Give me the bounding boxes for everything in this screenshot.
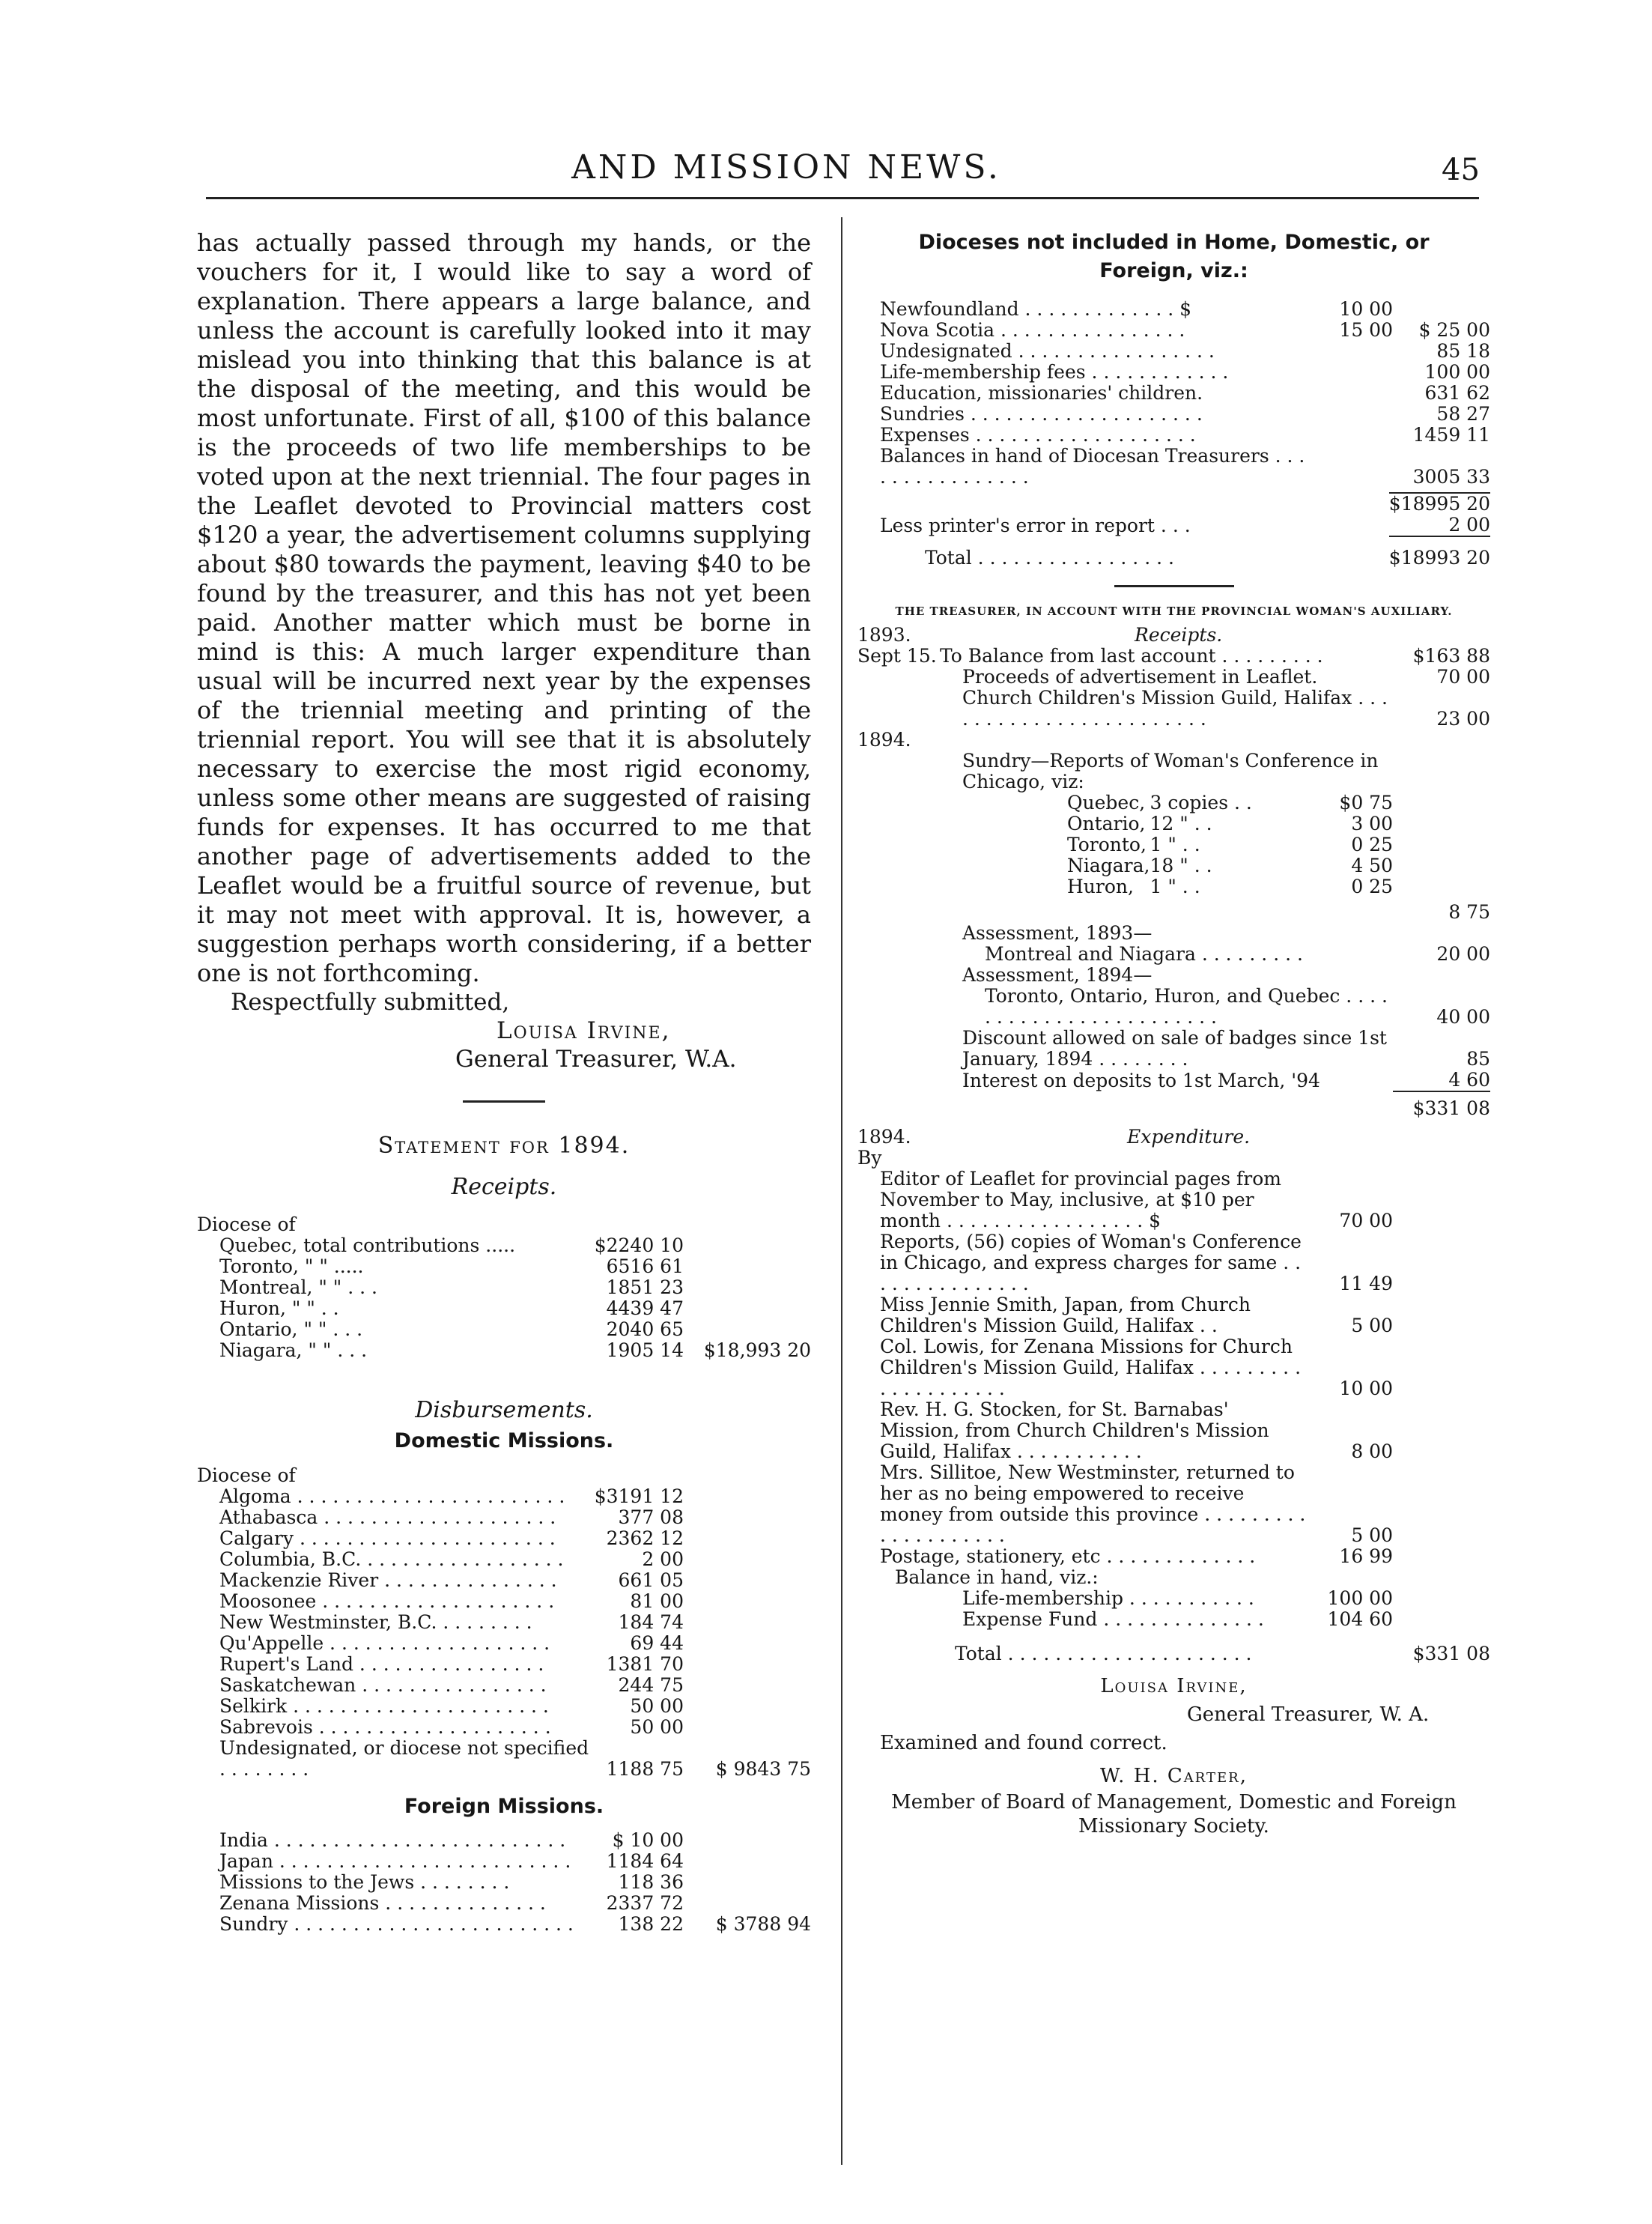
ledger-row xyxy=(857,341,1490,362)
row-label: Postage, stationery, etc . . . . . . . . . . . . . xyxy=(880,1545,1256,1567)
copies-spacer xyxy=(1393,793,1490,813)
subtotal: $18995 20 xyxy=(1388,493,1490,515)
row-total xyxy=(684,1851,811,1872)
row-label: Miss Jennie Smith, Japan, from Church Children's Mission Guild, Halifax . . xyxy=(880,1294,1251,1336)
ledger-row xyxy=(197,1319,811,1340)
row-label: Balances in hand of Diocesan Treasurers . . . . . . . . . . . . . . . . xyxy=(880,445,1305,488)
row-label: Sabrevois . . . . . . . . . . . . . . . . . . . . xyxy=(219,1716,551,1738)
ledger-row xyxy=(197,1914,811,1935)
copies-total: 8 75 xyxy=(1448,901,1490,923)
row-label: Expenses . . . . . . . . . . . . . . . . . . . xyxy=(880,424,1196,446)
row-label: Algoma . . . . . . . . . . . . . . . . . . . . . . . xyxy=(219,1485,565,1507)
row-amount: 5 00 xyxy=(1351,1524,1393,1546)
row-amount: $2240 10 xyxy=(594,1234,684,1256)
header-rule xyxy=(206,197,1479,199)
ledger-row xyxy=(857,1294,1490,1336)
ledger-row xyxy=(197,1675,811,1696)
ledger-row xyxy=(857,404,1490,425)
ledger-row xyxy=(197,1507,811,1528)
expenditure-table xyxy=(857,1169,1490,1567)
expenditure-header xyxy=(857,1127,1490,1169)
row-amount xyxy=(1311,341,1393,362)
row-total xyxy=(684,1633,811,1654)
dioceses-heading: Dioceses not included in Home, Domestic, or Foreign, viz.: xyxy=(918,231,1430,282)
row-amount: $ 10 00 xyxy=(612,1829,684,1851)
exp-year: 1894. xyxy=(857,1126,911,1148)
row-label: Sundry . . . . . . . . . . . . . . . . . . . . . . . . xyxy=(219,1913,574,1935)
left-column xyxy=(197,228,811,1935)
row-amount: 138 22 xyxy=(618,1913,684,1935)
section-rule xyxy=(1114,585,1234,587)
exp-total-label: Total . . . . . . . . . . . . . . . . . . . . . xyxy=(955,1643,1252,1664)
advert-label: Proceeds of advertisement in Leaflet. xyxy=(962,666,1318,688)
section-rule xyxy=(463,1100,545,1103)
row-label: Montreal, " " . . . xyxy=(219,1276,377,1298)
expenditure-heading: Expenditure. xyxy=(1127,1126,1251,1148)
guild-label: Church Children's Mission Guild, Halifax . . . . . . . . . . . . . . . . . . . . . . . . xyxy=(962,687,1388,730)
row-total xyxy=(684,1654,811,1675)
row-label: Zenana Missions . . . . . . . . . . . . . . xyxy=(219,1892,546,1914)
row-label: Toronto, " " ..... xyxy=(219,1255,364,1277)
row-label: Undesignated . . . . . . . . . . . . . . . . . xyxy=(880,340,1215,362)
row-total xyxy=(1393,1294,1490,1336)
year-1894: 1894. xyxy=(857,729,911,751)
ledger-row xyxy=(197,1738,811,1780)
ledger-row xyxy=(197,1235,811,1256)
disbursements-heading: Disbursements. xyxy=(415,1397,593,1423)
row-label: Life-membership fees . . . . . . . . . . . . xyxy=(880,361,1229,383)
row-label: Saskatchewan . . . . . . . . . . . . . . . . xyxy=(219,1674,547,1696)
row-amount: 244 75 xyxy=(618,1674,684,1696)
row-amount: $3191 12 xyxy=(594,1485,684,1507)
assess93-amount: 20 00 xyxy=(1436,943,1490,965)
row-label: Missions to the Jews . . . . . . . . xyxy=(219,1871,510,1893)
assess93-label: Assessment, 1893— xyxy=(962,922,1153,944)
grand-total-row xyxy=(857,536,1490,569)
row-amount: 5 00 xyxy=(1351,1315,1393,1336)
row-amount: 15 00 xyxy=(1339,319,1393,341)
copies-amount: 0 25 xyxy=(1351,876,1393,897)
row-amount: 1188 75 xyxy=(606,1758,684,1780)
ledger-row xyxy=(857,320,1490,341)
ledger-row xyxy=(197,1654,811,1675)
copies-row xyxy=(857,855,1490,876)
row-total xyxy=(684,1675,811,1696)
copies-amount: 4 50 xyxy=(1351,855,1393,876)
balance-label: To Balance from last account . . . . . . . . . xyxy=(940,645,1323,667)
row-total xyxy=(684,1549,811,1570)
row-amount xyxy=(1311,362,1393,383)
right-column xyxy=(857,228,1490,1838)
account-heading: THE TREASURER, IN ACCOUNT WITH THE PROVINCIAL WOMAN'S AUXILIARY. xyxy=(895,605,1453,618)
life-amount: 100 00 xyxy=(1327,1587,1393,1609)
row-label: Selkirk . . . . . . . . . . . . . . . . . . . . . . xyxy=(219,1695,549,1717)
expense-fund-amount: 104 60 xyxy=(1327,1608,1393,1630)
ledger-row xyxy=(197,1570,811,1591)
copies-count: 12 " . . xyxy=(1150,813,1212,834)
row-amount: 10 00 xyxy=(1339,1378,1393,1399)
ledger-row xyxy=(197,1340,811,1361)
row-total: $ 25 00 xyxy=(1418,319,1490,341)
row-total: 3005 33 xyxy=(1412,466,1490,488)
exp-total: $331 08 xyxy=(1412,1643,1490,1664)
row-total xyxy=(684,1830,811,1851)
row-label: India . . . . . . . . . . . . . . . . . . . . . . . . . xyxy=(219,1829,566,1851)
ledger-row xyxy=(197,1549,811,1570)
assess94-detail: Toronto, Ontario, Huron, and Quebec . . . . . . . . . . . . . . . . . . . . . . . . xyxy=(985,985,1388,1028)
ledger-row xyxy=(197,1486,811,1507)
copies-place: Huron, xyxy=(1067,876,1134,897)
row-total xyxy=(684,1717,811,1738)
copies-spacer xyxy=(1393,855,1490,876)
ledger-row xyxy=(197,1612,811,1633)
domestic-table xyxy=(197,1486,811,1780)
ledger-row xyxy=(197,1528,811,1549)
ledger-row xyxy=(197,1830,811,1851)
guild-amount: 23 00 xyxy=(1436,708,1490,730)
right-signer-name: Louisa Irvine, xyxy=(1100,1675,1248,1697)
ledger-row xyxy=(197,1872,811,1893)
foreign-heading: Foreign Missions. xyxy=(404,1795,604,1818)
foreign-table xyxy=(197,1830,811,1935)
row-total xyxy=(1393,1462,1490,1546)
row-label: Columbia, B.C. . . . . . . . . . . . . . . . . . xyxy=(219,1548,564,1570)
printer-error-label: Less printer's error in report . . . xyxy=(880,515,1191,536)
right-signer-title: General Treasurer, W. A. xyxy=(1187,1703,1430,1726)
ledger-row xyxy=(857,1231,1490,1294)
interest-label: Interest on deposits to 1st March, '94 xyxy=(962,1070,1320,1091)
statement-title: Statement for 1894. xyxy=(377,1133,631,1159)
row-total xyxy=(1393,299,1490,320)
row-amount: 6516 61 xyxy=(606,1255,684,1277)
row-amount: 81 00 xyxy=(630,1590,684,1612)
row-label: Rev. H. G. Stocken, for St. Barnabas' Mission, from Church Children's Mission Guild, Halifax . . . . . . . . . . . xyxy=(880,1399,1269,1462)
signer-name: Louisa Irvine, xyxy=(496,1017,671,1044)
domestic-heading: Domestic Missions. xyxy=(394,1429,614,1452)
ledger-row xyxy=(197,1298,811,1319)
dioceses-table xyxy=(857,299,1490,488)
domestic-intro: Diocese of xyxy=(197,1464,296,1486)
row-amount: 1905 14 xyxy=(606,1339,684,1361)
row-label: Sundries . . . . . . . . . . . . . . . . . . . . xyxy=(880,403,1203,425)
row-label: New Westminster, B.C. . . . . . . . . xyxy=(219,1611,532,1633)
copies-spacer xyxy=(1393,876,1490,897)
copies-amount: 3 00 xyxy=(1351,813,1393,834)
copies-table xyxy=(857,793,1490,897)
ledger-row xyxy=(857,425,1490,446)
copies-row xyxy=(857,834,1490,855)
auditor-name: W. H. Carter, xyxy=(1099,1765,1248,1787)
row-total xyxy=(684,1319,811,1340)
row-total xyxy=(1393,1399,1490,1462)
row-label: Calgary . . . . . . . . . . . . . . . . . . . . . . xyxy=(219,1527,556,1549)
copies-count: 1 " . . xyxy=(1150,834,1200,855)
letter-paragraph: has actually passed through my hands, or the vouchers for it, I would like to say a word of explanation. There appears a large balance, and unless the account is carefully looked into it may mislead you into thinking that this balance is at the disposal of the meeting, and this would be most unfortunate. First of all, $100 of this balance is the proceeds of two life memberships to be voted upon at the next triennial. The four pages in the Leaflet devoted to Provincial matters cost $120 a year, the advertisement columns supplying about $80 towards the payment, leaving $40 to be found by the treasurer, and this has not yet been paid. Another matter which must be borne in mind is this: A much larger expenditure than usual will be incurred next year by the expenses of the triennial meeting and printing of the triennial report. You will see that it is absolutely necessary to exercise the most rigid economy, unless some other means are suggested of raising funds for expenses. It has occurred to me that another page of advertisements added to the Leaflet would be a fruitful source of revenue, but it may not meet with approval. It is, however, a suggestion perhaps worth considering, if a better one is not forthcoming. xyxy=(197,228,811,987)
copies-row xyxy=(857,793,1490,813)
row-label: Education, missionaries' children. xyxy=(880,382,1203,404)
row-total xyxy=(684,1570,811,1591)
row-label: Col. Lowis, for Zenana Missions for Church Children's Mission Guild, Halifax . . . . . . . . . . . . . . . . . . . . xyxy=(880,1336,1302,1399)
ledger-row xyxy=(197,1717,811,1738)
row-label: Japan . . . . . . . . . . . . . . . . . . . . . . . . . xyxy=(219,1850,571,1872)
closing: Respectfully submitted, xyxy=(231,989,510,1016)
row-total xyxy=(684,1893,811,1914)
row-amount: 50 00 xyxy=(630,1695,684,1717)
examined-note: Examined and found correct. xyxy=(880,1732,1167,1754)
assess94-label: Assessment, 1894— xyxy=(962,964,1153,986)
row-amount: 11 49 xyxy=(1339,1273,1393,1294)
copies-count: 3 copies . . xyxy=(1150,792,1252,813)
grand-total-label: Total . . . . . . . . . . . . . . . . . xyxy=(925,547,1174,569)
copies-place: Quebec, xyxy=(1067,792,1146,813)
copies-spacer xyxy=(1393,834,1490,855)
ledger-row xyxy=(857,1169,1490,1231)
row-label: Mrs. Sillitoe, New Westminster, returned to her as no being empowered to receive money from outside this province . . . . . . . . . . . . . . . . . . . . xyxy=(880,1461,1306,1546)
row-total: 85 18 xyxy=(1436,340,1490,362)
row-amount: 70 00 xyxy=(1339,1210,1393,1231)
copies-count: 18 " . . xyxy=(1150,855,1212,876)
row-total: 1459 11 xyxy=(1412,424,1490,446)
ledger-row xyxy=(857,362,1490,383)
ledger-row xyxy=(197,1893,811,1914)
row-total xyxy=(1393,1336,1490,1399)
row-amount: 50 00 xyxy=(630,1716,684,1738)
row-label: Reports, (56) copies of Woman's Conference in Chicago, and express charges for same . . . . . . . . . . . . . . . xyxy=(880,1231,1302,1294)
row-total xyxy=(684,1696,811,1717)
ledger-row xyxy=(857,446,1490,488)
row-amount: 16 99 xyxy=(1339,1545,1393,1567)
row-total xyxy=(684,1528,811,1549)
row-amount xyxy=(1311,383,1393,404)
balance-in-hand-label: Balance in hand, viz.: xyxy=(895,1566,1099,1588)
receipts-heading: Receipts. xyxy=(451,1174,557,1200)
row-total xyxy=(684,1256,811,1277)
receipts-total: $331 08 xyxy=(1393,1091,1490,1119)
copies-row xyxy=(857,813,1490,834)
row-amount xyxy=(1311,446,1393,488)
row-amount: 69 44 xyxy=(630,1632,684,1654)
grand-total: $18993 20 xyxy=(1389,536,1490,569)
row-total: 100 00 xyxy=(1424,361,1490,383)
printer-error-amount: 2 00 xyxy=(1448,514,1490,536)
row-label: Moosonee . . . . . . . . . . . . . . . . . . . . xyxy=(219,1590,555,1612)
ledger-row xyxy=(197,1277,811,1298)
row-total xyxy=(684,1612,811,1633)
running-title: AND MISSION NEWS. xyxy=(571,148,1001,187)
row-amount xyxy=(1311,425,1393,446)
copies-amount: 0 25 xyxy=(1351,834,1393,855)
receipts-table xyxy=(197,1235,811,1361)
row-label: Rupert's Land . . . . . . . . . . . . . . . . xyxy=(219,1653,544,1675)
receipts-intro: Diocese of xyxy=(197,1213,296,1235)
discount-amount: 85 xyxy=(1466,1048,1490,1070)
sundry-label: Sundry—Reports of Woman's Conference in Chicago, viz: xyxy=(962,750,1379,793)
row-total: 58 27 xyxy=(1436,403,1490,425)
row-amount: 661 05 xyxy=(618,1569,684,1591)
signer-title: General Treasurer, W.A. xyxy=(455,1046,737,1073)
assess94-amount: 40 00 xyxy=(1436,1006,1490,1028)
row-total: $ 3788 94 xyxy=(715,1913,811,1935)
ledger-row xyxy=(197,1633,811,1654)
row-total xyxy=(1393,1169,1490,1231)
account-receipts xyxy=(857,625,1490,793)
advert-amount: 70 00 xyxy=(1436,666,1490,688)
discount-label: Discount allowed on sale of badges since 1st January, 1894 . . . . . . . . xyxy=(962,1027,1387,1070)
dioceses-totals xyxy=(857,492,1490,569)
row-amount: 1381 70 xyxy=(606,1653,684,1675)
row-total xyxy=(684,1872,811,1893)
row-total xyxy=(684,1277,811,1298)
copies-amount: $0 75 xyxy=(1339,792,1393,813)
printer-error-row xyxy=(857,515,1490,536)
sept-date: Sept 15. xyxy=(857,645,937,667)
row-label: Athabasca . . . . . . . . . . . . . . . . . . . . xyxy=(219,1506,556,1528)
ledger-row xyxy=(857,1462,1490,1546)
ledger-row xyxy=(857,299,1490,320)
row-label: Ontario, " " . . . xyxy=(219,1318,363,1340)
assess93-detail: Montreal and Niagara . . . . . . . . . xyxy=(985,943,1303,965)
row-amount: 1851 23 xyxy=(606,1276,684,1298)
subtotal-row xyxy=(857,493,1490,515)
row-amount: 4439 47 xyxy=(606,1297,684,1319)
ledger-row xyxy=(197,1591,811,1612)
row-total xyxy=(1393,1546,1490,1567)
column-divider xyxy=(841,217,842,2165)
interest-amount: 4 60 xyxy=(1448,1069,1490,1091)
row-total xyxy=(684,1235,811,1256)
row-amount: 2362 12 xyxy=(606,1527,684,1549)
row-label: Nova Scotia . . . . . . . . . . . . . . . . xyxy=(880,319,1185,341)
ledger-row xyxy=(857,1399,1490,1462)
year-1893: 1893. xyxy=(857,624,911,646)
row-amount: 8 00 xyxy=(1351,1440,1393,1462)
ledger-row xyxy=(197,1851,811,1872)
copies-place: Ontario, xyxy=(1067,813,1146,834)
row-total xyxy=(684,1486,811,1507)
row-label: Newfoundland . . . . . . . . . . . . . $ xyxy=(880,298,1192,320)
row-amount: 10 00 xyxy=(1339,298,1393,320)
row-total xyxy=(684,1507,811,1528)
life-label: Life-membership . . . . . . . . . . . xyxy=(962,1587,1254,1609)
row-amount: 118 36 xyxy=(618,1871,684,1893)
row-label: Editor of Leaflet for provincial pages from November to May, inclusive, at $10 per month . . . . . . . . . . . . . . . . . $ xyxy=(880,1168,1281,1231)
row-total: $ 9843 75 xyxy=(715,1758,811,1780)
ledger-row xyxy=(197,1696,811,1717)
copies-count: 1 " . . xyxy=(1150,876,1200,897)
row-total xyxy=(1393,1231,1490,1294)
row-amount: 2 00 xyxy=(642,1548,684,1570)
row-label: Quebec, total contributions ..... xyxy=(219,1234,516,1256)
auditor-title: Member of Board of Management, Domestic and Foreign Missionary Society. xyxy=(891,1791,1457,1837)
copies-place: Niagara, xyxy=(1067,855,1150,876)
ledger-row xyxy=(857,383,1490,404)
copies-row xyxy=(857,876,1490,897)
ledger-row xyxy=(857,1336,1490,1399)
row-label: Huron, " " . . xyxy=(219,1297,339,1319)
balance-amount: $163 88 xyxy=(1412,645,1490,667)
copies-place: Toronto, xyxy=(1067,834,1147,855)
page-number: 45 xyxy=(1442,153,1480,187)
account-receipts-heading: Receipts. xyxy=(1135,624,1223,646)
row-amount xyxy=(1311,404,1393,425)
row-total xyxy=(684,1591,811,1612)
row-amount: 184 74 xyxy=(618,1611,684,1633)
by-label: By xyxy=(857,1147,882,1169)
row-label: Niagara, " " . . . xyxy=(219,1339,368,1361)
ledger-row xyxy=(197,1256,811,1277)
row-amount: 1184 64 xyxy=(606,1850,684,1872)
row-total xyxy=(684,1298,811,1319)
expenditure-balance xyxy=(857,1567,1490,1664)
row-total: $18,993 20 xyxy=(703,1339,811,1361)
account-receipts-2 xyxy=(857,897,1490,1119)
row-label: Qu'Appelle . . . . . . . . . . . . . . . . . . . xyxy=(219,1632,550,1654)
row-total: 631 62 xyxy=(1424,382,1490,404)
row-label: Mackenzie River . . . . . . . . . . . . . . . xyxy=(219,1569,557,1591)
ledger-row xyxy=(857,1546,1490,1567)
expense-fund-label: Expense Fund . . . . . . . . . . . . . . xyxy=(962,1608,1264,1630)
row-amount: 377 08 xyxy=(618,1506,684,1528)
row-amount: 2337 72 xyxy=(606,1892,684,1914)
row-amount: 2040 65 xyxy=(606,1318,684,1340)
copies-spacer xyxy=(1393,813,1490,834)
row-label: Undesignated, or diocese not specified . . . . . . . . xyxy=(219,1737,589,1780)
